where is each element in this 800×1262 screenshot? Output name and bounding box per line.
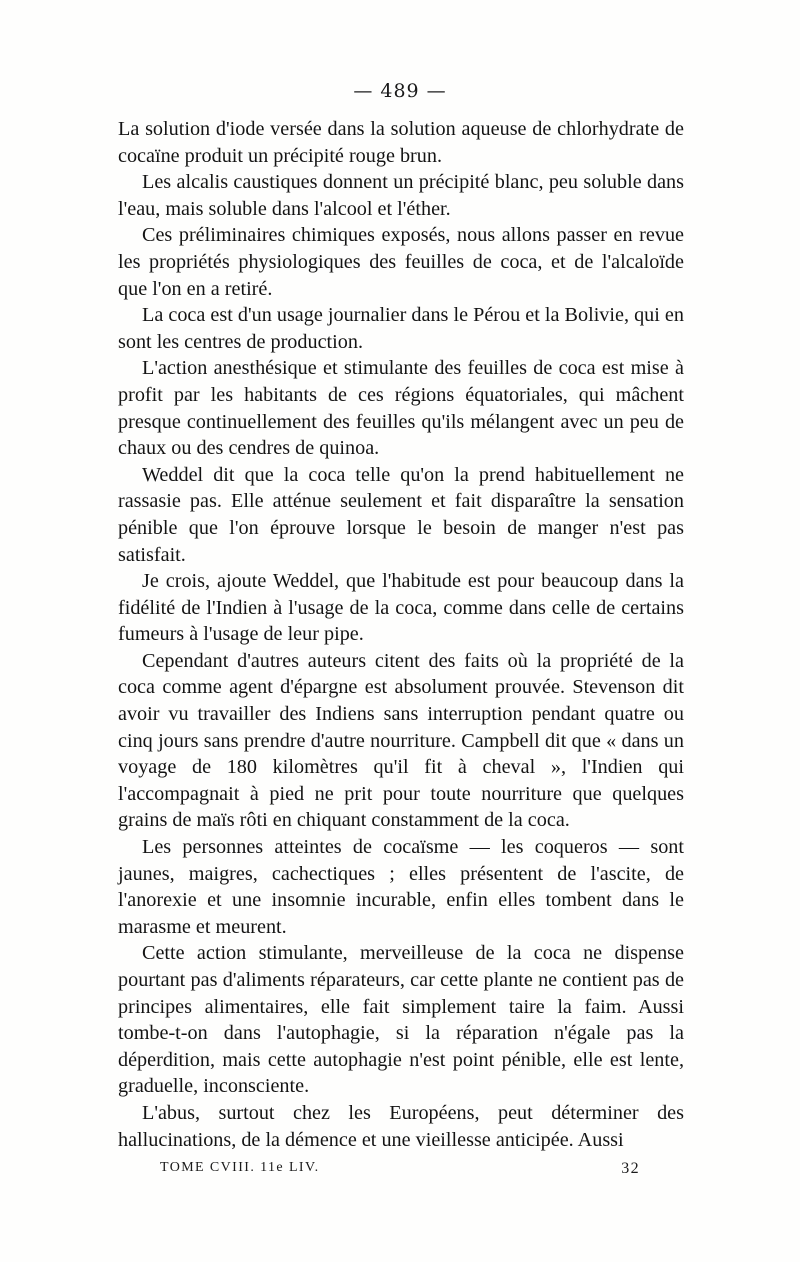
signature-mark: TOME CVIII. 11e LIV. — [160, 1160, 320, 1175]
paragraph: Cette action stimulante, merveilleuse de la coca ne dispense pourtant pas d'aliments réparateurs, car cette plante ne contient pas de principes alimentaires, elle fait simplement taire la faim. Aussi tombe-t-on dans l'autophagie, si la réparation n'égale pas la déperdition, mais cette autophagie n'est point pénible, elle est lente, graduelle, inconsciente. — [118, 942, 684, 1098]
body-text — [118, 116, 684, 1153]
sheet-number: 32 — [621, 1160, 640, 1177]
paragraph: Cependant d'autres auteurs citent des faits où la propriété de la coca comme agent d'épargne est absolument prouvée. Stevenson dit avoir vu travailler des Indiens sans interruption pendant quatre ou cinq jours sans prendre d'autre nourriture. Campbell dit que « dans un voyage de 180 kilomètres qu'il fit à cheval », l'Indien qui l'accompagnait à pied ne prit pour toute nourriture que quelques grains de maïs rôti en chiquant constamment de la coca. — [118, 649, 684, 832]
paragraph: L'abus, surtout chez les Européens, peut déterminer des hallucinations, de la démence et une vieillesse anticipée. Aussi — [118, 1101, 684, 1151]
paragraph: Les personnes atteintes de cocaïsme — les coqueros — sont jaunes, maigres, cachectiques ; elles présentent de l'ascite, de l'anorexie et une insomnie incurable, enfin elles tombent dans le marasme et meurent. — [118, 836, 684, 938]
paragraph: L'action anesthésique et stimulante des feuilles de coca est mise à profit par les habitants de ces régions équatoriales, qui mâchent presque continuellement des feuilles qu'ils mélangent avec un peu de chaux ou des cendres de quinoa. — [118, 357, 684, 460]
paragraph: Les alcalis caustiques donnent un précipité blanc, peu soluble dans l'eau, mais soluble dans l'alcool et l'éther. — [118, 171, 684, 220]
paragraph: Ces préliminaires chimiques exposés, nous allons passer en revue les propriétés physiologiques des feuilles de coca, et de l'alcaloïde que l'on en a retiré. — [118, 224, 684, 300]
page-number: — 489 — — [353, 80, 447, 102]
paragraph: La solution d'iode versée dans la solution aqueuse de chlorhydrate de cocaïne produit un précipité rouge brun. — [118, 118, 684, 167]
paragraph: Je crois, ajoute Weddel, que l'habitude est pour beaucoup dans la fidélité de l'Indien à l'usage de la coca, comme dans celle de certains fumeurs à l'usage de leur pipe. — [118, 570, 684, 646]
paragraph: La coca est d'un usage journalier dans le Pérou et la Bolivie, qui en sont les centres de production. — [118, 304, 684, 353]
paragraph: Weddel dit que la coca telle qu'on la prend habituellement ne rassasie pas. Elle atténue seulement et fait disparaître la sensation pénible que l'on éprouve lorsque le besoin de manger n'est pas satisfait. — [118, 463, 684, 566]
